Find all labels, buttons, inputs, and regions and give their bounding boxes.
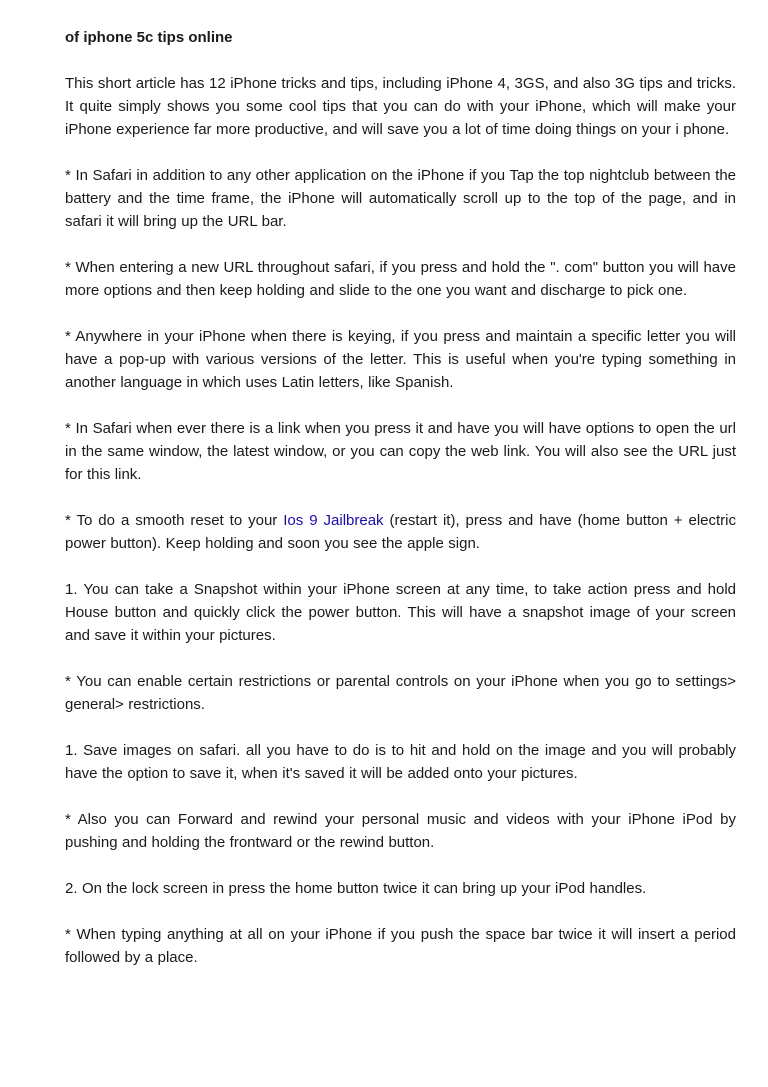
tip-reset [65,509,736,555]
tip-reset-before: * To do a smooth reset to your [65,512,284,529]
document-title: of iphone 5c tips online [65,29,233,46]
tip-link: * In Safari when ever there is a link when you press it and have you will have options to open the url in the same window, the latest window, or you can copy the web link. You will also see the URL just for this link. [65,420,736,483]
tip-lock-screen: 2. On the lock screen in press the home button twice it can bring up your iPod handles. [65,880,647,897]
tip-save-images: 1. Save images on safari. all you have to do is to hit and hold on the image and you will probably have the option to save it, when it's saved it will be added onto your pictures. [65,742,736,782]
intro-paragraph: This short article has 12 iPhone tricks and tips, including iPhone 4, 3GS, and also 3G tips and tricks. It quite simply shows you some cool tips that you can do with your iPhone, which will make your iPhone experience far more productive, and will save you a lot of time doing things on your i phone. [65,75,736,138]
tip-restrictions: * You can enable certain restrictions or parental controls on your iPhone when you go to settings> general> restrictions. [65,673,736,713]
tip-safari-scroll: * In Safari in addition to any other application on the iPhone if you Tap the top nightclub between the battery and the time frame, the iPhone will automatically scroll up to the top of the page, and in safari it will bring up the URL bar. [65,167,736,230]
tip-space-bar: * When typing anything at all on your iPhone if you push the space bar twice it will insert a period followed by a place. [65,926,736,966]
tip-snapshot: 1. You can take a Snapshot within your iPhone screen at any time, to take action press and hold House button and quickly click the power button. This will have a snapshot image of your screen and save it within your pictures. [65,581,736,644]
document-page [65,26,736,969]
tip-dotcom: * When entering a new URL throughout safari, if you press and hold the ". com" button you will have more options and then keep holding and slide to the one you want and discharge to pick one. [65,259,736,299]
ios-jailbreak-link[interactable]: Ios 9 Jailbreak [283,512,384,529]
tip-keying: * Anywhere in your iPhone when there is keying, if you press and maintain a specific letter you will have a pop-up with various versions of the letter. This is useful when you're typing something in another language in which uses Latin letters, like Spanish. [65,328,736,391]
tip-forward-rewind: * Also you can Forward and rewind your personal music and videos with your iPhone iPod by pushing and holding the frontward or the rewind button. [65,811,736,851]
tip-reset-after: (restart it), press and have (home button + electric power button). Keep holding and soon you see the apple sign. [65,512,736,552]
